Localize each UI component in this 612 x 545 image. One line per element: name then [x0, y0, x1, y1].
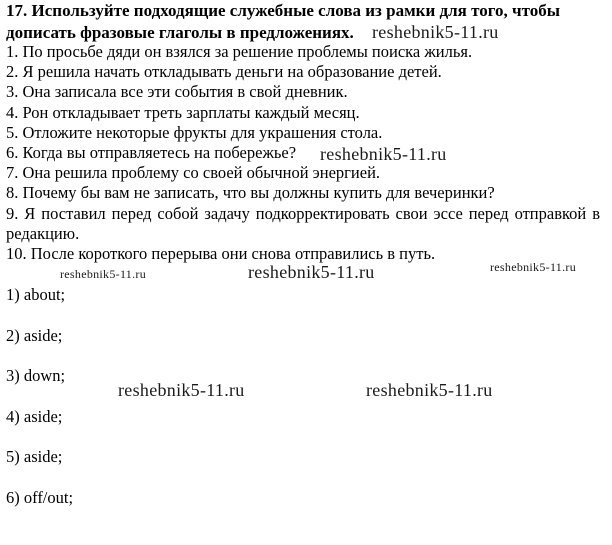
answer-item: 6) off/out; [6, 487, 74, 507]
answer-list [6, 285, 73, 528]
watermark: reshebnik5-11.ru [118, 380, 245, 400]
watermark: reshebnik5-11.ru [248, 262, 375, 282]
sentence-item: 1. По просьбе дяди он взялся за решение проблемы поиска жилья. [6, 42, 473, 61]
sentence-item: 4. Рон откладывает треть зарплаты каждый месяц. [6, 102, 360, 122]
watermark: reshebnik5-11.ru [490, 260, 576, 274]
sentence-item: 2. Я решила начать откладывать деньги на образование детей. [6, 62, 442, 82]
sentence-list [6, 42, 600, 264]
watermark: reshebnik5-11.ru [372, 22, 499, 42]
watermark: reshebnik5-11.ru [320, 144, 447, 164]
answer-item: 2) aside; [6, 325, 63, 345]
sentence-item: 9. Я поставил перед собой задачу подкорректировать свои эссе перед отправкой в редакцию. [6, 203, 600, 243]
watermark: reshebnik5-11.ru [366, 380, 493, 400]
answer-item: 3) down; [6, 366, 66, 385]
sentence-item: 8. Почему бы вам не записать, что вы должны купить для вечеринки? [6, 183, 495, 203]
sentence-item: 6. Когда вы отправляетесь на побережье? [6, 143, 297, 163]
sentence-item: 7. Она решила проблему со своей обычной энергией. [6, 163, 381, 183]
answer-item: 4) aside; [6, 406, 63, 426]
watermark: reshebnik5-11.ru [60, 267, 146, 281]
sentence-item: 3. Она записала все эти события в свой дневник. [6, 82, 348, 102]
sentence-item: 10. После короткого перерыва они снова отправились в путь. [6, 244, 436, 264]
answer-item: 5) aside; [6, 447, 63, 466]
task-title: 17. Используйте подходящие служебные слова из рамки для того, чтобы дописать фразовые глаголы в предложениях. [6, 1, 560, 42]
answer-item: 1) about; [6, 285, 66, 304]
sentence-item: 5. Отложите некоторые фрукты для украшения стола. [6, 122, 383, 142]
